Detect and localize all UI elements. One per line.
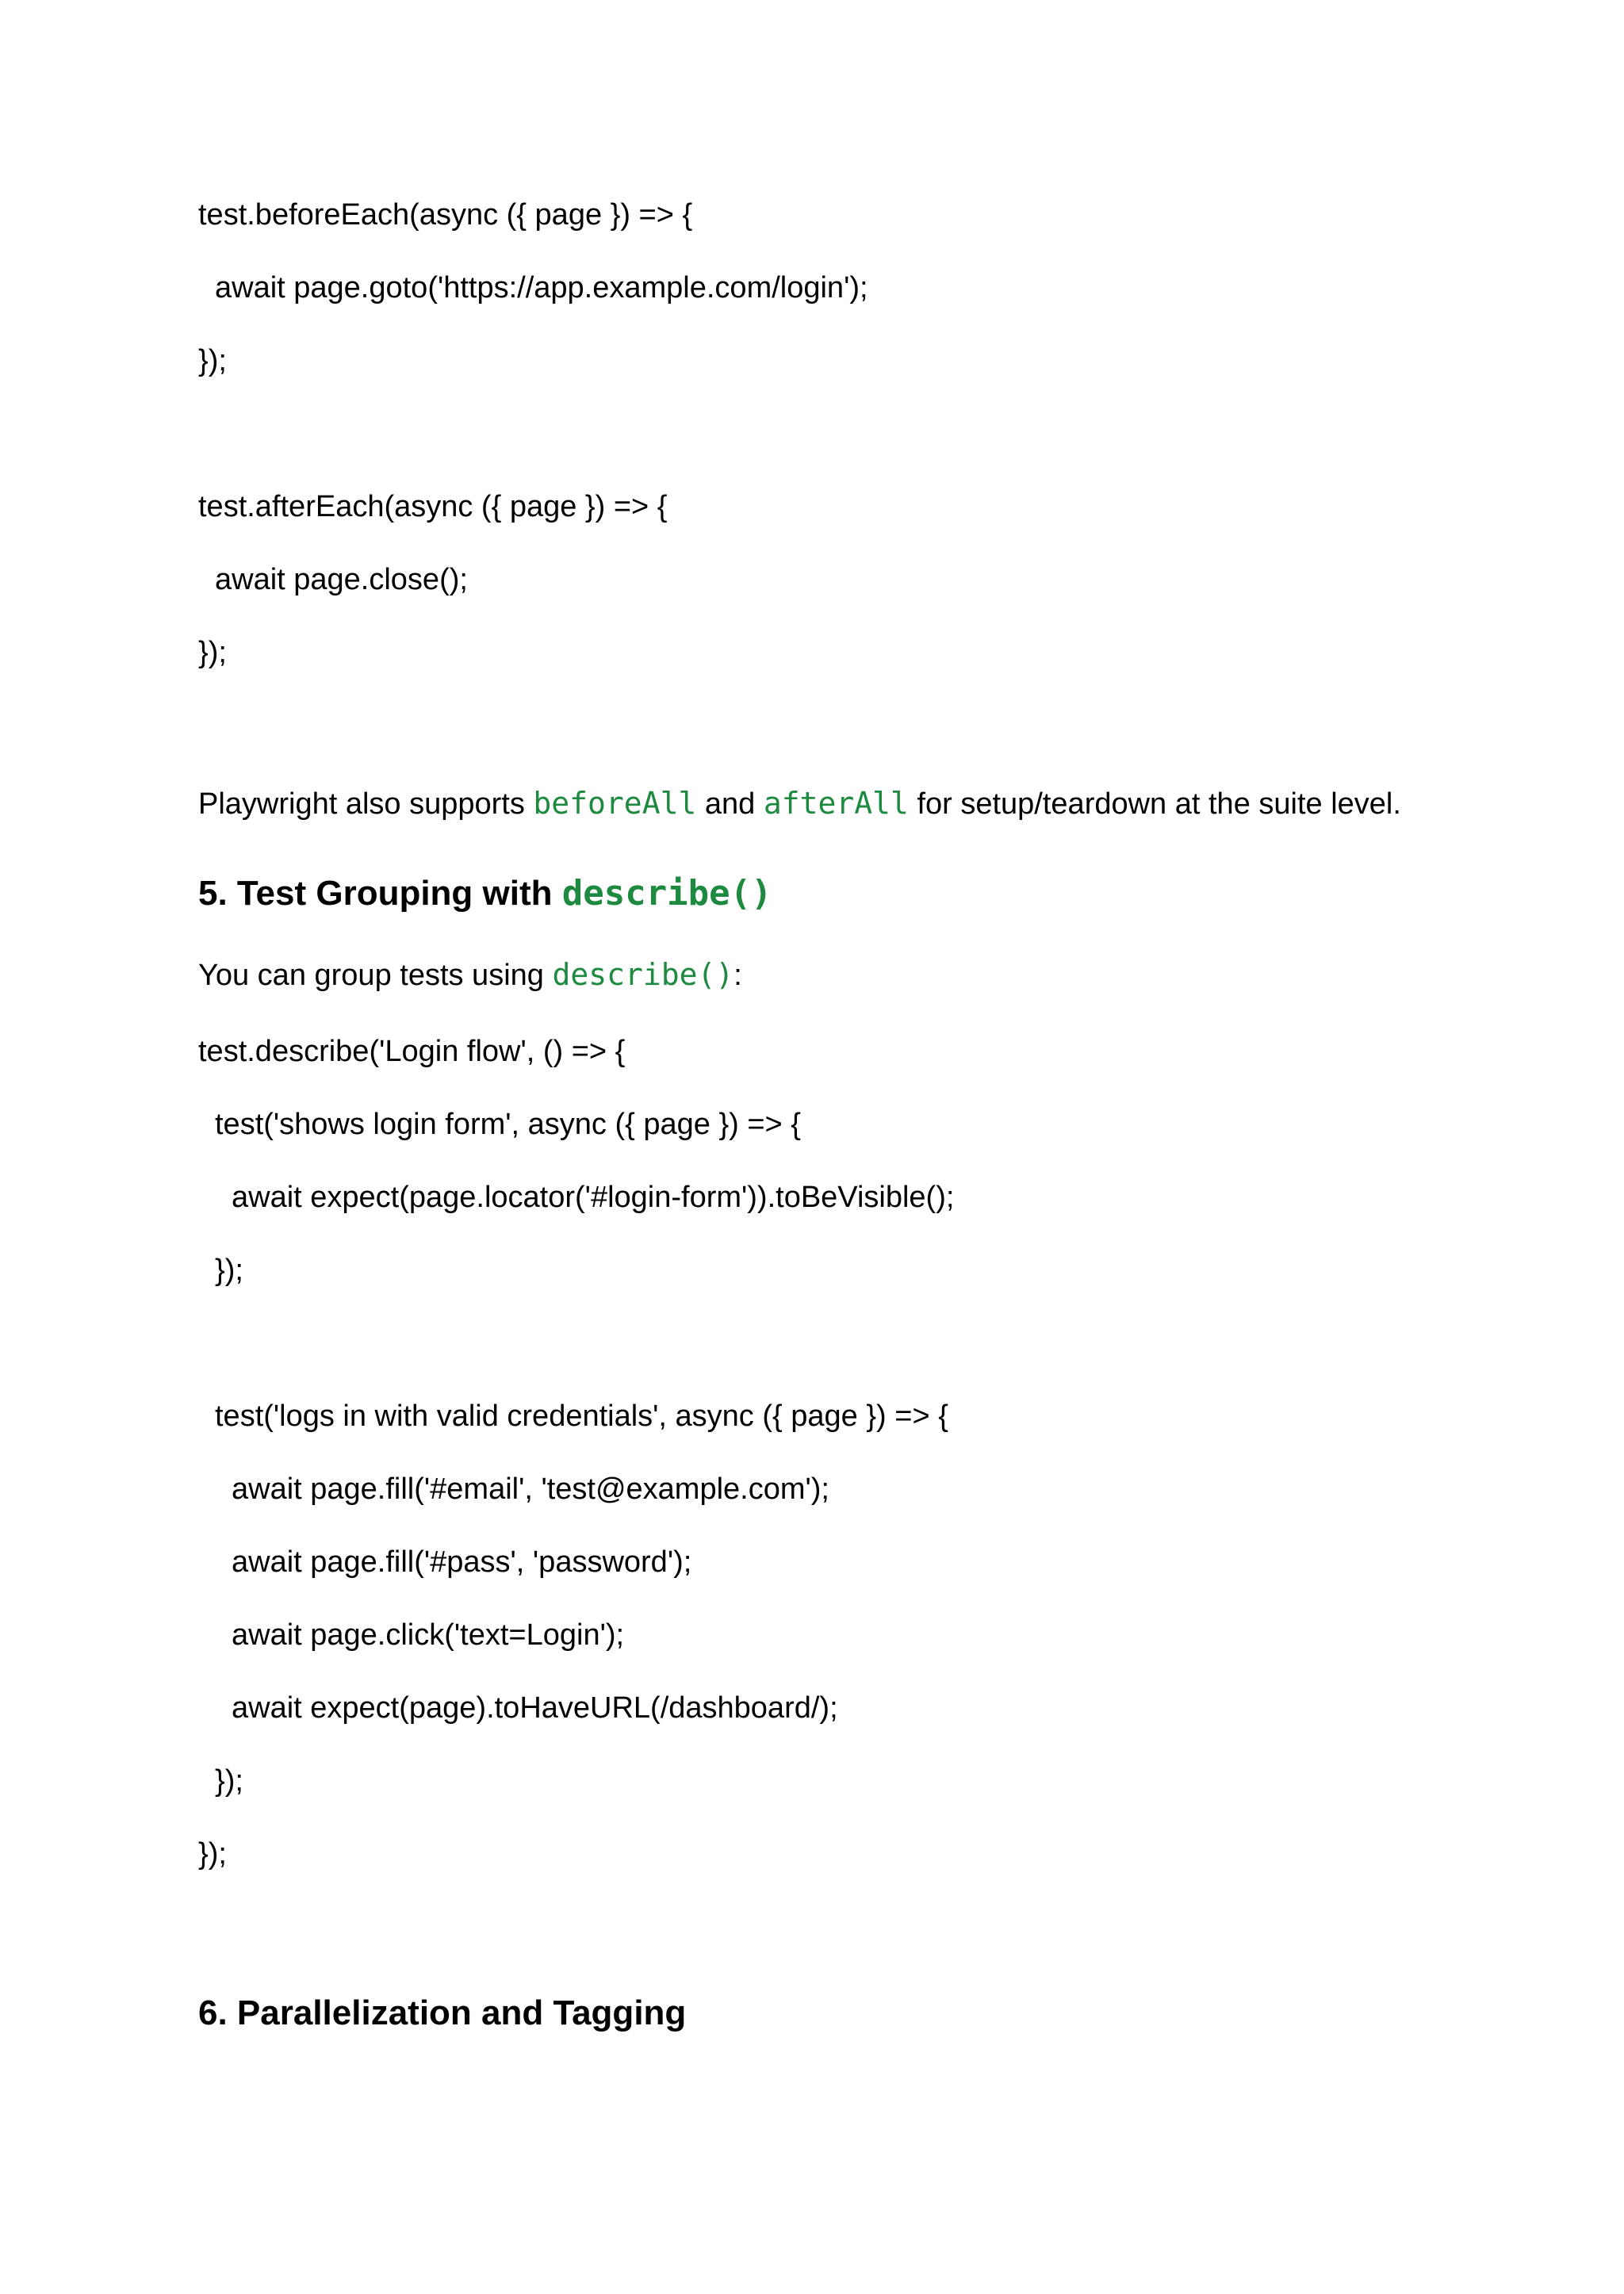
heading-text: 5. Test Grouping with xyxy=(198,874,562,913)
hooks-note-text: and xyxy=(696,787,764,821)
code-line: }); xyxy=(198,636,227,669)
inline-code-describe: describe() xyxy=(552,957,734,992)
inline-code-afterall: afterAll xyxy=(763,786,909,821)
hooks-note-paragraph xyxy=(198,785,1401,822)
section-heading: 6. Parallelization and Tagging xyxy=(198,1993,687,2032)
code-line: await page.click('text=Login'); xyxy=(232,1618,625,1652)
intro-text: You can group tests using xyxy=(198,959,553,992)
code-line: await page.goto('https://app.example.com/login'); xyxy=(215,271,868,304)
code-line: await page.close(); xyxy=(215,563,468,596)
section-intro-paragraph xyxy=(198,956,742,994)
section-heading xyxy=(198,872,772,915)
code-line: }); xyxy=(215,1254,243,1287)
code-line: test('shows login form', async ({ page }) => { xyxy=(215,1108,801,1141)
code-line: await expect(page.locator('#login-form')).toBeVisible(); xyxy=(232,1181,955,1214)
code-line: await page.fill('#email', 'test@example.com'); xyxy=(232,1473,829,1506)
code-line: test.afterEach(async ({ page }) => { xyxy=(198,490,668,523)
hooks-note-text: Playwright also supports xyxy=(198,787,534,821)
code-line: await page.fill('#pass', 'password'); xyxy=(232,1545,692,1579)
hooks-note-text: for setup/teardown at the suite level. xyxy=(908,787,1401,821)
code-line: test.describe('Login flow', () => { xyxy=(198,1035,626,1068)
code-line: }); xyxy=(198,344,227,377)
code-line: }); xyxy=(215,1764,243,1798)
code-line: test.beforeEach(async ({ page }) => { xyxy=(198,198,693,232)
code-line: }); xyxy=(198,1837,227,1871)
code-line: test('logs in with valid credentials', async ({ page }) => { xyxy=(215,1400,948,1433)
heading-inline-code: describe() xyxy=(561,873,772,913)
code-line: await expect(page).toHaveURL(/dashboard/); xyxy=(232,1691,838,1725)
intro-text-end: : xyxy=(733,959,742,992)
inline-code-beforeall: beforeAll xyxy=(533,786,697,821)
